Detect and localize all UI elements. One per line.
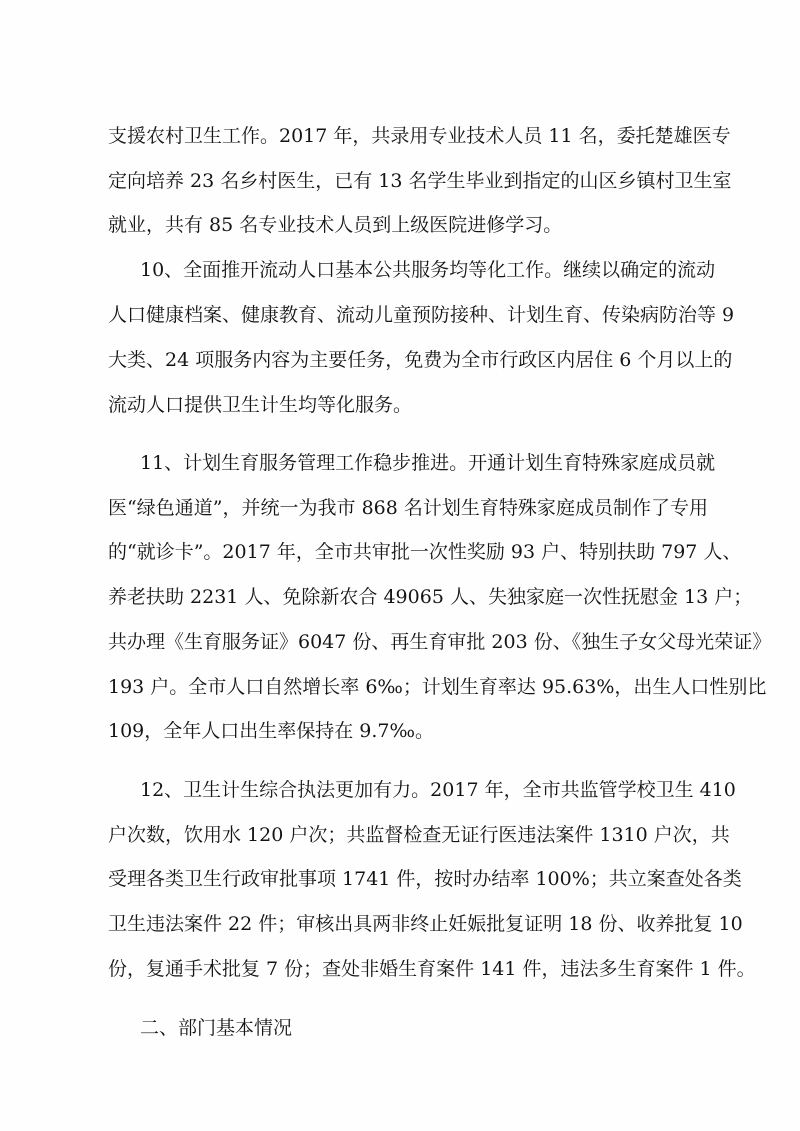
text-line: 109，全年人口出生率保持在 9.7‰。 — [108, 720, 435, 742]
text-line: 养老扶助 2231 人、免除新农合 49065 人、失独家庭一次性抚慰金 13 户； — [108, 586, 753, 608]
text-line: 的“就诊卡”。2017 年，全市共审批一次性奖励 93 户、特别扶助 797 人、 — [108, 541, 742, 563]
text-line: 医“绿色通道”，并统一为我市 868 名计划生育特殊家庭成员制作了专用 — [108, 497, 708, 519]
paragraph-heading-line: 11、计划生育服务管理工作稳步推进。开通计划生育特殊家庭成员就 — [140, 452, 716, 474]
text-line: 支援农村卫生工作。2017 年，共录用专业技术人员 11 名，委托楚雄医专 — [108, 125, 731, 147]
text-line: 定向培养 23 名乡村医生，已有 13 名学生毕业到指定的山区乡镇村卫生室 — [108, 170, 732, 192]
text-line: 193 户。全市人口自然增长率 6‰；计划生育率达 95.63%，出生人口性别比 — [108, 676, 767, 698]
text-line: 流动人口提供卫生计生均等化服务。 — [108, 394, 413, 416]
paragraph-heading-line: 10、全面推开流动人口基本公共服务均等化工作。继续以确定的流动 — [140, 259, 716, 281]
text-line: 大类、24 项服务内容为主要任务，免费为全市行政区内居住 6 个月以上的 — [108, 349, 733, 371]
text-line: 受理各类卫生行政审批事项 1741 件，按时办结率 100%；共立案查处各类 — [108, 868, 742, 890]
text-line: 份，复通手术批复 7 份；查处非婚生育案件 141 件，违法多生育案件 1 件。 — [108, 958, 756, 980]
text-line: 卫生违法案件 22 件；审核出具两非终止妊娠批复证明 18 份、收养批复 10 — [108, 913, 743, 935]
text-line: 人口健康档案、健康教育、流动儿童预防接种、计划生育、传染病防治等 9 — [108, 304, 735, 326]
text-line: 户次数，饮用水 120 户次；共监督检查无证行医违法案件 1310 户次，共 — [108, 824, 730, 846]
paragraph-heading-line: 12、卫生计生综合执法更加有力。2017 年，全市共监管学校卫生 410 — [140, 779, 736, 801]
section-heading: 二、部门基本情况 — [140, 1017, 293, 1039]
text-line: 共办理《生育服务证》6047 份、再生育审批 203 份、《独生子女父母光荣证》 — [108, 631, 772, 653]
text-line: 就业，共有 85 名专业技术人员到上级医院进修学习。 — [108, 214, 563, 236]
